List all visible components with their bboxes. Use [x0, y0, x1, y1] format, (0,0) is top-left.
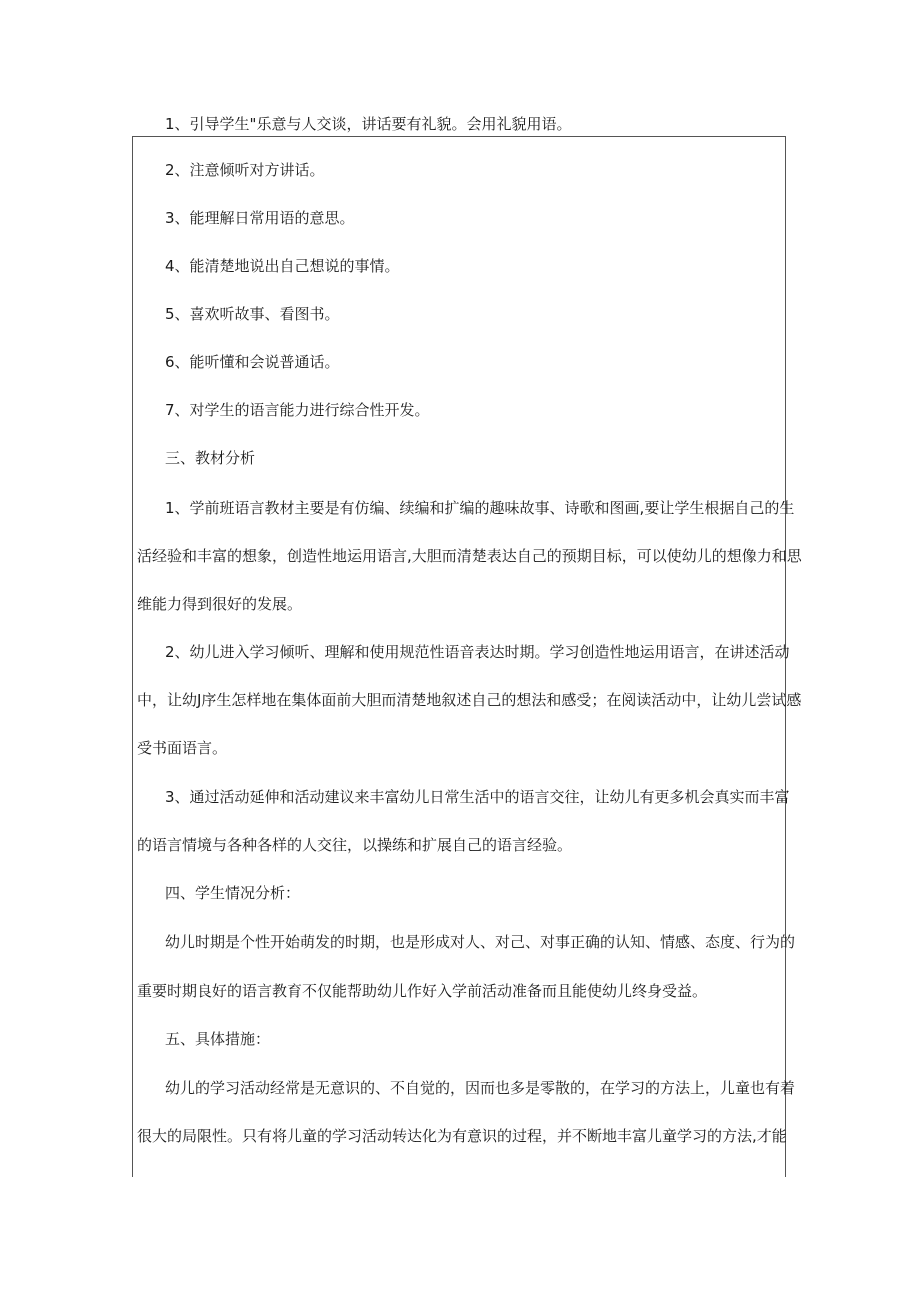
section-heading: 三、教材分析	[165, 449, 256, 467]
paragraph-line: 很大的局限性。只有将儿童的学习活动转达化为有意识的过程，并不断地丰富儿童学习的方法,才能	[137, 1127, 787, 1145]
paragraph-line: 维能力得到很好的发展。	[137, 595, 303, 613]
goal-item: 2、注意倾听对方讲话。	[165, 161, 325, 179]
intro-line: 1、引导学生"乐意与人交谈，讲话要有礼貌。会用礼貌用语。	[165, 115, 572, 133]
paragraph-line: 活经验和丰富的想象，创造性地运用语言,大胆而清楚表达自己的预期目标，可以使幼儿的想像力和思	[137, 547, 802, 565]
paragraph-line: 受书面语言。	[137, 739, 228, 757]
paragraph-line: 幼儿时期是个性开始萌发的时期，也是形成对人、对己、对事正确的认知、情感、态度、行为的	[165, 933, 796, 951]
goal-item: 5、喜欢听故事、看图书。	[165, 305, 340, 323]
goal-item: 3、能理解日常用语的意思。	[165, 209, 355, 227]
section-heading: 五、具体措施：	[165, 1030, 271, 1048]
section-heading: 四、学生情况分析：	[165, 884, 301, 902]
goal-item: 7、对学生的语言能力进行综合性开发。	[165, 401, 430, 419]
paragraph-line: 2、幼儿进入学习倾听、理解和使用规范性语音表达时期。学习创造性地运用语言，在讲述活动	[165, 643, 790, 661]
paragraph-line: 3、通过活动延伸和活动建议来丰富幼儿日常生活中的语言交往，让幼儿有更多机会真实而丰富	[165, 788, 790, 806]
goal-item: 4、能清楚地说出自己想说的事情。	[165, 257, 400, 275]
paragraph-line: 重要时期良好的语言教育不仅能帮助幼儿作好入学前活动准备而且能使幼儿终身受益。	[137, 982, 708, 1000]
goal-item: 6、能听懂和会说普通话。	[165, 353, 340, 371]
paragraph-line: 1、学前班语言教材主要是有仿编、续编和扩编的趣味故事、诗歌和图画,要让学生根据自己的生	[165, 499, 795, 517]
paragraph-line: 中，让幼J序生怎样地在集体面前大胆而清楚地叙述自己的想法和感受；在阅读活动中，让幼儿尝试感	[137, 691, 802, 709]
paragraph-line: 幼儿的学习活动经常是无意识的、不自觉的，因而也多是零散的，在学习的方法上，儿童也有着	[165, 1079, 796, 1097]
paragraph-line: 的语言情境与各种各样的人交往，以操练和扩展自己的语言经验。	[137, 836, 573, 854]
